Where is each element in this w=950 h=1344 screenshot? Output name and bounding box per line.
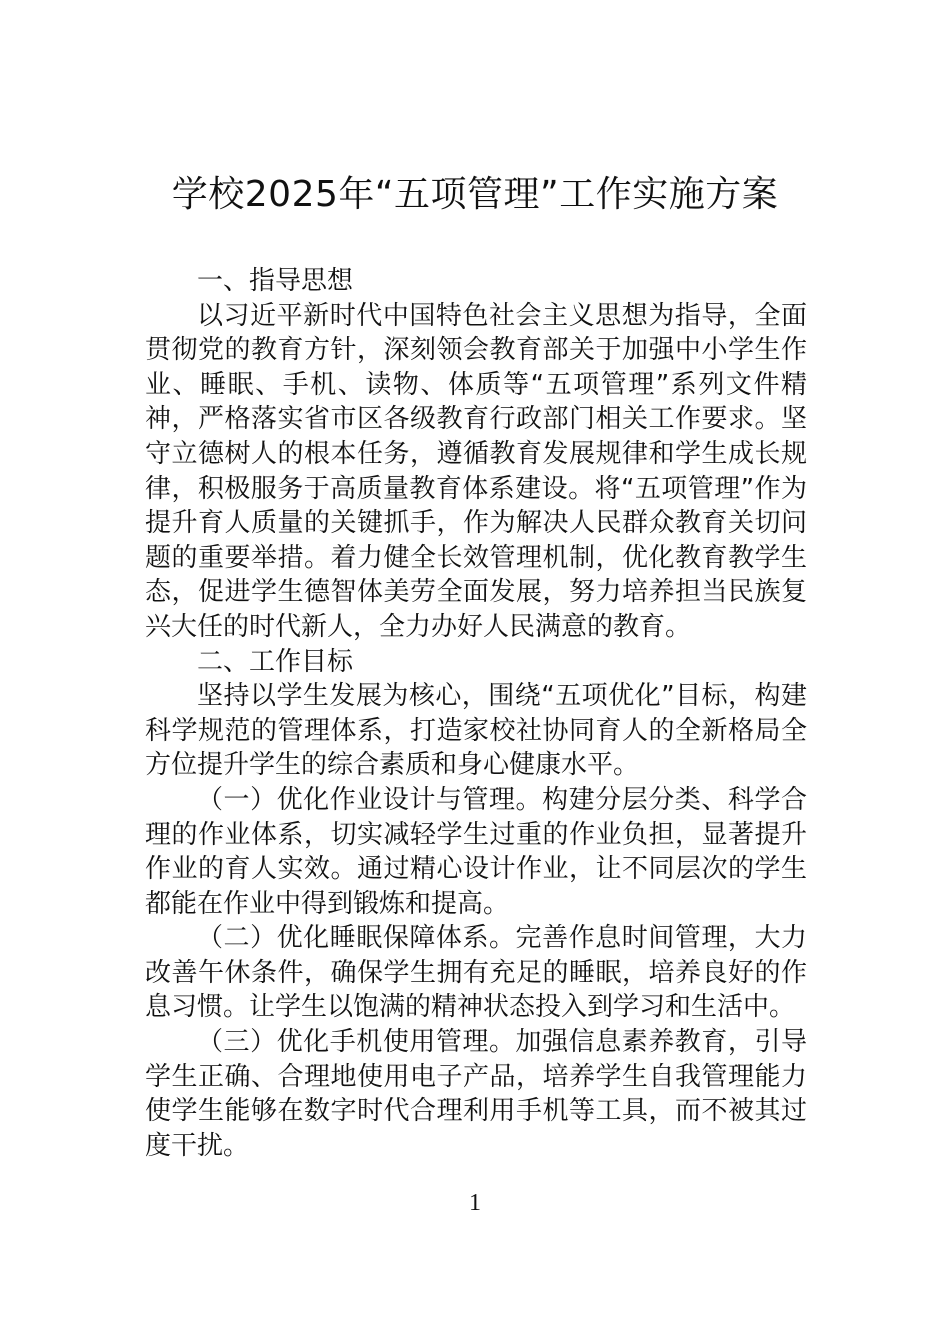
paragraph: 以习近平新时代中国特色社会主义思想为指导，全面贯彻党的教育方针，深刻领会教育部关于加强中小学生作业、睡眠、手机、读物、体质等“五项管理”系列文件精神，严格落实省市区各级教育行政部门相关工作要求。坚守立德树人的根本任务，遵循教育发展规律和学生成长规律，积极服务于高质量教育体系建设。将“五项管理”作为提升育人质量的关键抓手，作为解决人民群众教育关切问题的重要举措。着力健全长效管理机制，优化教育教学生态，促进学生德智体美劳全面发展，努力培养担当民族复兴大任的时代新人，全力办好人民满意的教育。 [145, 300, 807, 642]
page-number: 1 [469, 1190, 481, 1216]
paragraph: （一）优化作业设计与管理。构建分层分类、科学合理的作业体系，切实减轻学生过重的作业负担，显著提升作业的育人实效。通过精心设计作业，让不同层次的学生都能在作业中得到锻炼和提高。 [145, 784, 807, 919]
section-heading: 二、工作目标 [197, 646, 354, 677]
paragraph: （三）优化手机使用管理。加强信息素养教育，引导学生正确、合理地使用电子产品，培养学生自我管理能力使学生能够在数字时代合理利用手机等工具，而不被其过度干扰。 [145, 1027, 807, 1161]
paragraph: （二）优化睡眠保障体系。完善作息时间管理，大力改善午休条件，确保学生拥有充足的睡眠，培养良好的作息习惯。让学生以饱满的精神状态投入到学习和生活中。 [145, 923, 807, 1023]
document-body [145, 264, 807, 1163]
paragraph: 坚持以学生发展为核心，围绕“五项优化”目标，构建科学规范的管理体系，打造家校社协同育人的全新格局全方位提升学生的综合素质和身心健康水平。 [145, 681, 807, 781]
section-heading: 一、指导思想 [197, 266, 354, 296]
document-title: 学校2025年“五项管理”工作实施方案 [171, 174, 779, 215]
